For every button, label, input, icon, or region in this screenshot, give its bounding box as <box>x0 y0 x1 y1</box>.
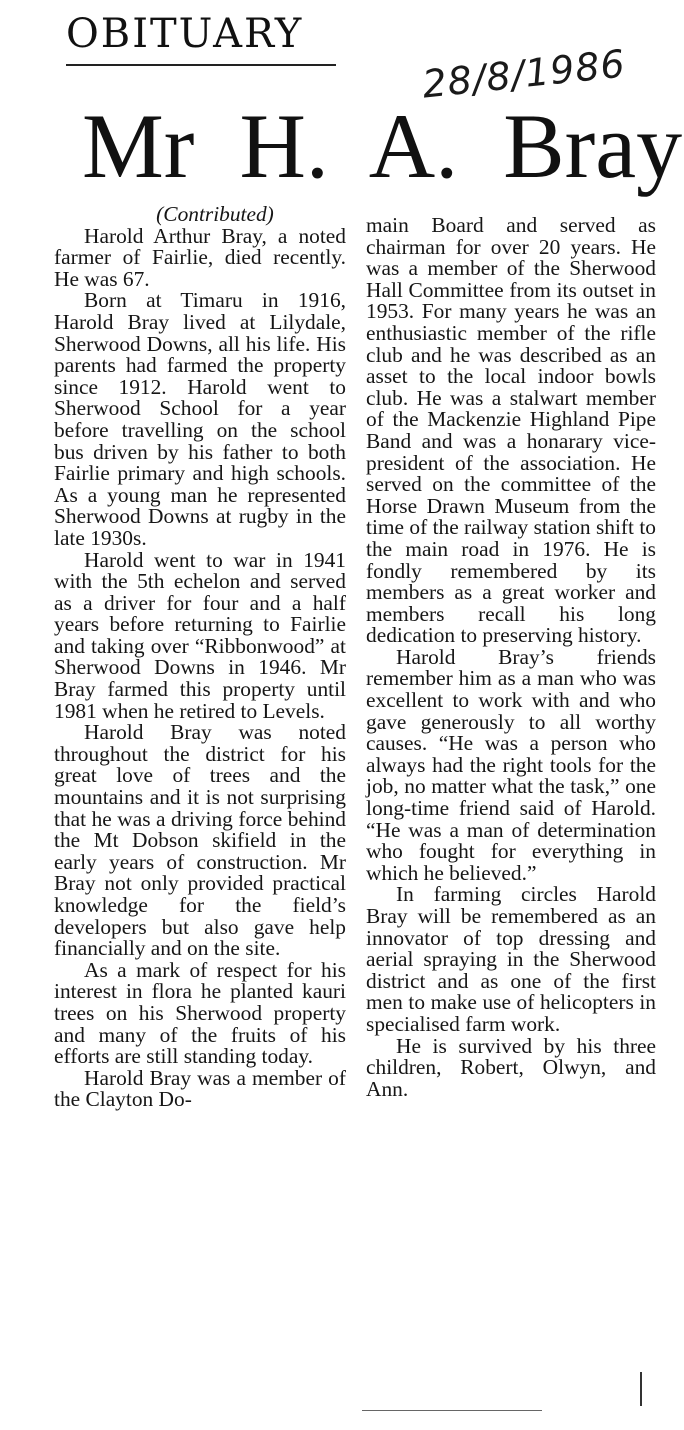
masthead: OBITUARY <box>66 11 304 57</box>
paragraph: He is survived by his three children, Robert, Olwyn, and Ann. <box>366 1033 656 1101</box>
margin-mark <box>640 1372 642 1406</box>
byline: (Contributed) <box>156 202 274 226</box>
paragraph: As a mark of respect for his interest in flora he planted kauri trees on his Sherwood property and many of the fruits of his efforts are still standing today. <box>54 957 346 1069</box>
paragraph: Harold Arthur Bray, a noted farmer of Fairlie, died recently. He was 67. <box>54 223 346 291</box>
paragraph: Harold Bray was a member of the Clayton Do- <box>54 1065 346 1112</box>
paragraph: In farming circles Harold Bray will be remembered as an innovator of top dressing and aerial spraying in the Sherwood district and as one of the first men to make use of helicopters in specialised farm work. <box>366 882 656 1036</box>
paragraph: main Board and served as chairman for over 20 years. He was a member of the Sherwood Hall Committee from its outset in 1953. For many years he was an enthusiastic member of the rifle club and he was described as an asset to the local indoor bowls club. He was a stalwart member of the Mackenzie Highland Pipe Band and was a honarary vice-president of the association. He served on the committee of the Horse Drawn Museum from the time of the railway station shift to the main road in 1976. He is fondly remembered by its members as a great worker and members recall his long dedication to preserving history. <box>366 213 656 648</box>
headline: Mr H. A. Bray <box>82 95 683 197</box>
paragraph: Harold Bray’s friends remember him as a man who was excellent to work with and who gave generously to all worthy causes. “He was a person who always had the right tools for the job, no matter what the task,” one long-time friend said of Harold. “He was a man of determination who fought for everything in which he believed.” <box>366 644 656 885</box>
paragraph: Born at Timaru in 1916, Harold Bray lived at Lilydale, Sherwood Downs, all his life. His parents had farmed the property since 1912. Harold went to Sherwood School for a year before travelling on the school bus driven by his father to both Fairlie primary and high schools. As a young man he represented Sherwood Downs at rugby in the late 1930s. <box>54 288 346 550</box>
paragraph: Harold Bray was noted throughout the district for his great love of trees and the mountains and it is not surprising that he was a driving force behind the Mt Dobson skifield in the early years of construction. Mr Bray not only provided practical knowledge for the field’s developers but also gave help financially and on the site. <box>54 720 346 961</box>
masthead-rule <box>66 64 336 66</box>
handwritten-date: 28/8/1986 <box>420 41 628 107</box>
left-column <box>54 204 346 1111</box>
right-column <box>366 215 656 1100</box>
column-end-rule <box>362 1410 542 1411</box>
paragraph: Harold went to war in 1941 with the 5th echelon and served as a driver for four and a half years before returning to Fairlie and taking over “Ribbonwood” at Sherwood Downs in 1946. Mr Bray farmed this property until 1981 when he retired to Levels. <box>54 547 346 723</box>
